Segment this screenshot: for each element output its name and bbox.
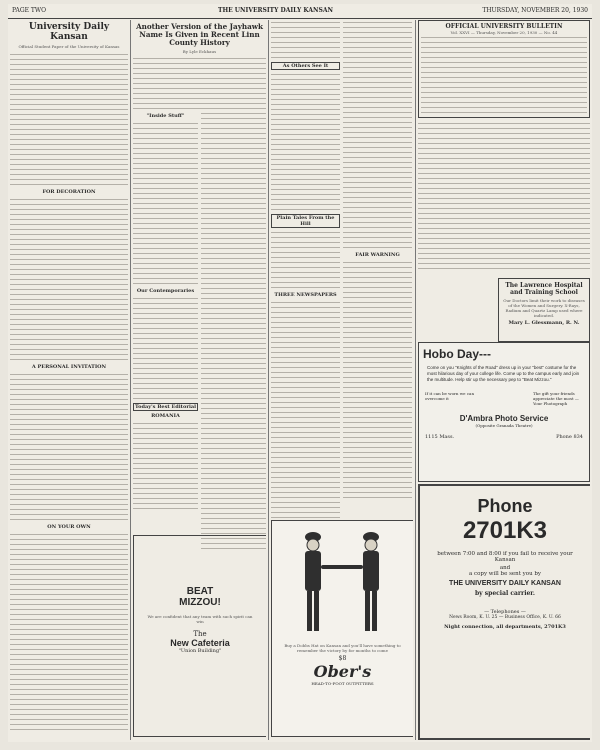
three-newspapers-heading: THREE NEWSPAPERS — [274, 292, 337, 298]
paper-name: THE UNIVERSITY DAILY KANSAN — [218, 7, 333, 14]
phone-night: Night connection, all departments, 2701K3 — [444, 624, 566, 630]
feature-column — [133, 20, 266, 740]
romania-heading: ROMANIA — [151, 413, 180, 419]
cafeteria-mizzou: MIZZOU! — [179, 597, 221, 608]
hobo-left-note: If it can be worn we can overcome it — [425, 391, 475, 401]
phone-word: Phone — [477, 496, 533, 516]
obers-caption: Buy a Dobbs Hat on Kansan and you'll have something to remember the victory by for months to come — [284, 643, 401, 653]
phone-offices: News Room, K. U. 25 — Business Office, K. U. 66 — [449, 615, 561, 620]
cafeteria-note: We are confident that any team with such spirit can win — [147, 614, 253, 624]
fair-warning-heading: FAIR WARNING — [355, 252, 400, 258]
hobo-right-note: The gift your friends appreciate the most — Your Photograph — [533, 391, 579, 406]
issue-date: THURSDAY, NOVEMBER 20, 1930 — [482, 7, 588, 14]
feature-title: Another Version of the Jayhawk Name Is Given in Recent Linn County History — [136, 22, 263, 47]
phone-carrier: by special carrier. — [474, 590, 535, 597]
cafeteria-location: "Union Building" — [178, 648, 222, 654]
phone-number: 2701K3 — [462, 517, 548, 544]
best-editorial-heading: Today's Best Editorial — [134, 404, 196, 410]
hospital-title: The Lawrence Hospital and Training School — [505, 282, 583, 296]
phone-hours: between 7:00 and 8:00 if you fail to receive your Kansan — [437, 551, 573, 563]
studio-name: D'Ambra Photo Service — [459, 414, 549, 423]
phone-copy: a copy will be sent you by — [469, 571, 541, 577]
studio-address: 1115 Mass. — [425, 434, 455, 440]
hospital-text: Our Doctors limit their work to diseases of the Women and Surgery. X-Rays, Radium and Quartz Lamp used where indicated. — [503, 298, 585, 318]
obers-price: $8 — [338, 655, 347, 662]
hobo-text: Come on you "Knights of the Road" dress up in your "best" costume for the most hilarious day of your college life. Come up to the campus early and join the multitude. Help stir up the necessary pep to "Beat Mizzou." — [427, 365, 580, 382]
studio-sub: (Opposite Granada Theatre) — [475, 423, 533, 428]
feature-byline: By Lyle Eckhaus — [182, 49, 217, 54]
hospital-signature: Mary L. Glessmann, R. N. — [508, 320, 580, 326]
hospital-ad — [498, 278, 590, 342]
newspaper-page — [8, 4, 592, 742]
others-heading: As Others See It — [271, 62, 340, 70]
editorial-heading-1: FOR DECORATION — [42, 189, 96, 195]
page-header — [8, 4, 592, 19]
hobo-title: Hobo Day--- — [423, 347, 491, 361]
page-number: PAGE TWO — [12, 7, 46, 14]
hobo-day-ad — [418, 342, 590, 482]
masthead-subtitle: Official Student Paper of the University of Kansas — [18, 44, 120, 49]
bulletin-title: OFFICIAL UNIVERSITY BULLETIN — [445, 23, 563, 30]
phone-and: and — [499, 565, 511, 571]
bulletin-column — [418, 20, 590, 740]
contemporaries-heading: Our Contemporaries — [136, 288, 195, 294]
inside-stuff-heading: "Inside Stuff" — [146, 113, 185, 119]
editorial-column — [10, 20, 128, 740]
bulletin-sub: Vol. XXVI — Thursday, November 20, 1930 — No. 44 — [450, 30, 558, 35]
masthead-title: University Daily Kansan — [28, 22, 110, 42]
editorial-heading-3: ON YOUR OWN — [47, 524, 91, 530]
editorial-heading-2: A PERSONAL INVITATION — [31, 364, 107, 370]
phone-paper: THE UNIVERSITY DAILY KANSAN — [449, 580, 561, 587]
plain-tales-heading: Plain Tales From the Hill — [271, 214, 340, 228]
handshake-illustration — [283, 527, 403, 637]
obers-tagline: HEAD-TO-FOOT OUTFITTERS — [311, 681, 374, 686]
news-column — [271, 20, 413, 740]
obers-ad — [271, 520, 413, 737]
studio-phone: Phone 834 — [556, 434, 583, 440]
cafeteria-ad — [133, 535, 266, 737]
phone-ad — [418, 484, 590, 740]
obers-brand: Ober's — [313, 662, 372, 681]
cafeteria-the: The — [193, 630, 207, 638]
cafeteria-name: New Cafeteria — [170, 638, 230, 648]
bulletin-box — [418, 20, 590, 118]
cafeteria-beat: BEAT — [186, 586, 214, 597]
phone-tel-heading: — Telephones — — [484, 609, 526, 615]
